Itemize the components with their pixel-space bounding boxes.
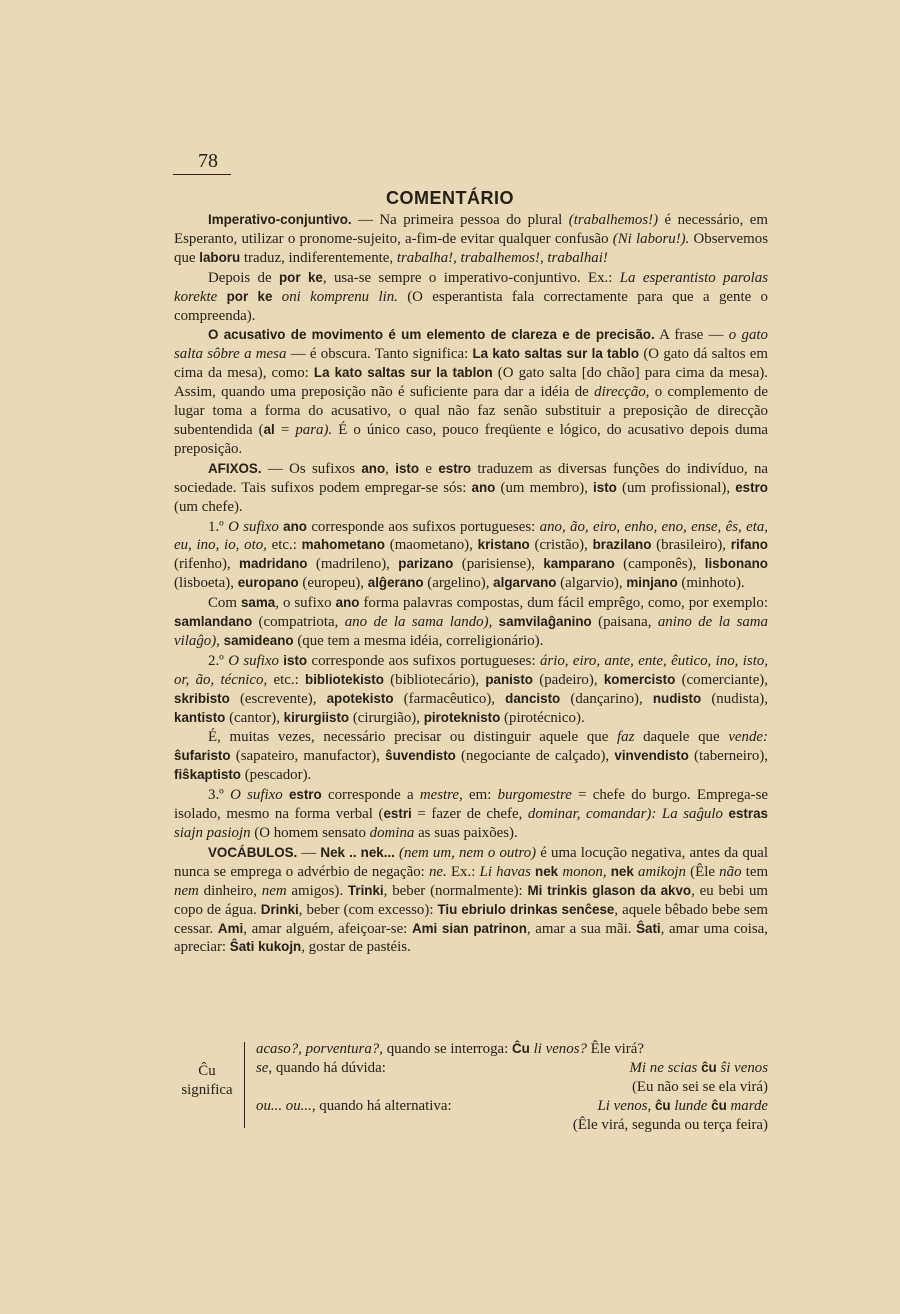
esperanto-word: lisbonano [704, 556, 768, 572]
text: traduzem as diversas funções do indivíduo, na sociedade. Tais sufixos podem empregar-se sós: [174, 460, 769, 496]
esperanto-word: Trinki [347, 882, 384, 898]
text: — é obscura. Tanto significa: [286, 346, 473, 363]
text: , usa-se sempre o imperativo-conjuntivo. Ex.: [322, 269, 620, 286]
esperanto-word: mahometano [301, 537, 385, 553]
esperanto-word: piroteknisto [423, 709, 501, 725]
significa-word: significa [181, 1081, 233, 1098]
esperanto-word: samideano [219, 632, 294, 648]
text: (maometano), [384, 537, 478, 554]
paragraph-imperative [174, 211, 768, 268]
section-heading: COMENTÁRIO [386, 188, 514, 208]
italic: ano, ão, eiro, enho, eno, ense, ês, eta, eu, ino, io, oto, [174, 518, 769, 554]
paragraph-affixes [174, 460, 768, 517]
text: = [274, 421, 296, 438]
text: (brasileiro), [651, 537, 731, 554]
text: quando se interroga: [382, 1041, 512, 1057]
text: Êle virá? [586, 1041, 644, 1057]
esperanto-word: estro [282, 787, 328, 803]
text: corresponde aos sufixos portugueses: [311, 652, 540, 669]
cu-meaning-doubt [256, 1059, 768, 1078]
text: em: [462, 787, 498, 804]
esperanto-word: isto [593, 479, 617, 495]
esperanto-word: Ĉu [512, 1041, 530, 1056]
italic: anino de la sama vilaĝo), [174, 614, 769, 649]
cu-label [174, 1062, 240, 1100]
cu-meaning-alternative [256, 1097, 768, 1116]
italic: nem [261, 882, 287, 899]
esperanto-word: estras [722, 806, 769, 822]
italic: ŝi venos [716, 1060, 768, 1076]
paragraph-suffix-estro [174, 786, 768, 843]
text: (argelino), [423, 575, 494, 592]
esperanto-word: samlandano [174, 614, 253, 630]
esperanto-word: por ke [217, 288, 282, 304]
italic: siajn pasiojn [174, 825, 251, 841]
text: (O gato salta [do chão] para cima da mesa). Assim, quando uma preposição não é suficiente para dar a idéia de [174, 365, 768, 401]
italic: o gato salta sôbre a mesa [174, 327, 768, 363]
esperanto-word: Drinki [260, 901, 299, 917]
esperanto-word: La kato saltas sur la tablo [472, 346, 640, 362]
italic: La esperantisto parolas korekte [174, 269, 768, 305]
esperanto-word: europano [237, 575, 299, 591]
text: (parisiense), [453, 556, 544, 573]
italic: oni komprenu lin. [281, 288, 398, 305]
text: (O esperantista fala correctamente para que a gente o compreenda). [174, 288, 768, 324]
italic: amikojn [638, 863, 686, 880]
italic: vende: [728, 729, 768, 746]
text: , amar alguém, afeiçoar-se: [243, 920, 412, 937]
text: (negociante de calçado), [455, 748, 615, 765]
esperanto-word: rifano [730, 537, 768, 553]
cu-meaning-doubt-translation [256, 1078, 768, 1097]
esperanto-word: ano [471, 479, 496, 495]
text: (cirurgião), [349, 709, 424, 726]
term: Imperativo-conjuntivo. [208, 212, 352, 227]
paragraph-sama [174, 594, 768, 651]
text: — Na primeira pessoa do plural [351, 212, 569, 228]
text: (europeu), [298, 575, 368, 592]
italic: dominar, comandar): La saĝulo [527, 806, 723, 823]
text: (minhoto). [677, 575, 745, 592]
esperanto-word: madridano [239, 556, 308, 572]
italic: (Ni laboru!). [612, 230, 690, 247]
italic: O sufixo [230, 787, 283, 804]
text: É o único caso, pouco freqüente e lógico, do acusativo depois duma preposição. [174, 421, 769, 457]
paragraph-vocabulary [174, 844, 768, 957]
text: (bibliotecário), [383, 671, 486, 688]
text: é necessário, em Esperanto, utilizar o pronome-sujeito, a-fim-de evitar qualquer confusão [174, 212, 768, 247]
paragraph-suffix-isto [174, 652, 768, 728]
esperanto-word: Mi trinkis glason da akvo [527, 882, 692, 898]
text: daquele que [634, 729, 729, 746]
italic: marde [730, 1098, 768, 1114]
cu-word: Ĉu [198, 1063, 216, 1079]
example [630, 1059, 768, 1078]
esperanto-word: ŝuvendisto [385, 748, 456, 764]
text: (que tem a mesma idéia, correligionário). [293, 632, 544, 649]
text: Ex.: [446, 863, 480, 880]
esperanto-word: Nek .. nek... [320, 844, 395, 860]
text: forma palavras compostas, dum fácil emprêgo, como, por exemplo: [359, 595, 768, 612]
text: (paisana, [591, 614, 658, 631]
text: Observemos que [174, 230, 768, 266]
esperanto-word: komercisto [603, 671, 676, 687]
text: 2.º [208, 652, 229, 669]
term: O acusativo de movimento é um elemento de clareza e de precisão. [208, 327, 655, 343]
esperanto-word: ĉu [707, 1098, 731, 1113]
esperanto-word: brazilano [592, 537, 652, 553]
text: é uma locução negativa, antes da qual nunca se emprega o advérbio de negação: [174, 844, 768, 880]
text: (comerciante), [675, 671, 768, 688]
italic: burgomestre [497, 787, 572, 804]
text: (um chefe). [174, 498, 243, 515]
cu-meaning-question [256, 1040, 768, 1059]
esperanto-word: bibliotekisto [305, 671, 384, 687]
italic: para). [295, 421, 333, 438]
text: , beber (com excesso): [298, 901, 438, 918]
esperanto-word: nek [530, 863, 563, 879]
text: , aquele bêbado bebe sem cessar. [174, 901, 768, 937]
text: Com [208, 595, 241, 612]
esperanto-word: fiŝkaptisto [174, 767, 241, 783]
text: (O gato dá saltos em cima da mesa), como: [174, 346, 768, 382]
text: (Êle [686, 863, 720, 880]
italic: O sufixo [228, 652, 279, 669]
esperanto-word: estro [438, 460, 472, 476]
italic: Li havas [479, 863, 531, 880]
esperanto-word: ano [335, 595, 360, 611]
esperanto-word: nudisto [652, 690, 702, 706]
esperanto-word: skribisto [174, 690, 230, 706]
term: AFIXOS. [208, 460, 262, 476]
italic: não [719, 863, 742, 880]
text: (cristão), [529, 537, 593, 554]
text: (compatriota, [252, 614, 345, 631]
esperanto-word: isto [278, 652, 312, 668]
text: o complemento de lugar toma a forma do acusativo, o qual não faz senão substituir a preposição de direcção subentendida ( [174, 384, 768, 438]
text: e [419, 460, 439, 477]
commentary-body [174, 211, 768, 957]
text: (camponês), [614, 556, 705, 573]
text: , beber (normalmente): [383, 882, 528, 899]
esperanto-word: nek [606, 863, 639, 879]
esperanto-word: ĉu [697, 1060, 717, 1075]
brace [244, 1042, 251, 1128]
text: amigos). [286, 882, 348, 899]
esperanto-word: kantisto [174, 709, 226, 725]
term: VOCÁBULOS. [208, 844, 298, 860]
text: (lisboeta), [174, 575, 238, 592]
italic: Li venos, [597, 1098, 652, 1114]
text: = fazer de chefe, [411, 806, 528, 823]
italic: trabalha!, trabalhemos!, trabalhai! [396, 249, 608, 266]
text: etc.: [267, 671, 306, 688]
esperanto-word: La kato saltas sur la tablon [313, 365, 493, 381]
esperanto-word: minjano [626, 575, 678, 591]
italic: O sufixo [228, 518, 279, 535]
text: corresponde a [327, 787, 420, 804]
text: as suas paixões). [414, 825, 518, 841]
esperanto-word: al [263, 421, 275, 437]
esperanto-word: samvilaĝanino [492, 614, 592, 630]
esperanto-word: Ami sian patrinon [411, 920, 527, 936]
italic: acaso?, porventura?, [256, 1041, 383, 1057]
text: (escrevente), [229, 690, 327, 707]
italic: domina [369, 825, 415, 841]
italic: direcção, [594, 384, 650, 401]
esperanto-word: laboru [199, 249, 241, 265]
esperanto-word: kristano [477, 537, 530, 553]
text: 1.º [208, 518, 229, 535]
italic: faz [617, 729, 635, 746]
text: (sapateiro, manufactor), [230, 748, 386, 765]
esperanto-word: Ŝati kukojn [229, 939, 302, 955]
text: (nudista), [701, 690, 768, 707]
page-number-rule [173, 174, 231, 175]
esperanto-word: estri [383, 806, 412, 822]
cu-meanings [256, 1040, 768, 1135]
cu-meaning-table [174, 1040, 768, 1132]
italic: Mi ne scias [629, 1060, 698, 1076]
italic: monon, [562, 863, 607, 880]
paragraph-por-ke [174, 269, 768, 326]
esperanto-word: kamparano [543, 556, 615, 572]
esperanto-word: isto [395, 460, 420, 476]
text: É, muitas vezes, necessário precisar ou distinguir aquele que [208, 729, 618, 746]
italic: ne. [428, 863, 447, 880]
text: (padeiro), [532, 671, 604, 688]
cu-meaning-alternative-translation [256, 1116, 768, 1135]
paragraph-faz-vende [174, 728, 768, 785]
text: (pescador). [240, 767, 312, 784]
italic: (trabalhemos!) [568, 212, 659, 228]
esperanto-word: algarvano [493, 575, 557, 591]
esperanto-word: Tiu ebriulo drinkas senĉese [437, 901, 615, 917]
page-number: 78 [198, 150, 218, 172]
italic: ou... ou..., [256, 1098, 316, 1114]
esperanto-word: ano [361, 460, 386, 476]
text: (madrileno), [307, 556, 399, 573]
paragraph-accusative [174, 326, 768, 458]
text: (um profissional), [616, 479, 736, 496]
italic: lunde [674, 1098, 708, 1114]
esperanto-word: vinvendisto [614, 748, 689, 764]
text: , eu bebi um copo de água. [174, 882, 768, 918]
text: , o sufixo [275, 595, 336, 612]
text: A frase — [654, 327, 729, 344]
esperanto-word: alĝerano [367, 575, 424, 591]
text: (algarvio), [556, 575, 627, 592]
italic: li venos? [529, 1041, 587, 1057]
esperanto-word: apotekisto [326, 690, 394, 706]
esperanto-word: kirurgiisto [283, 709, 350, 725]
text: quando há alternativa: [315, 1098, 452, 1114]
text: corresponde aos sufixos portugueses: [311, 518, 540, 535]
translation: (Eu não sei se ela virá) [631, 1079, 768, 1095]
text: (taberneiro), [688, 748, 769, 765]
esperanto-word: estro [735, 479, 768, 495]
italic: mestre, [419, 787, 463, 804]
text: etc.: [266, 537, 302, 554]
italic: (nem um, nem o outro) [394, 844, 537, 861]
example [597, 1097, 768, 1116]
italic: ário, eiro, ante, ente, êutico, ino, isto, or, ão, técnico, [174, 652, 769, 688]
italic: nem [174, 882, 199, 899]
esperanto-word: ĉu [651, 1098, 675, 1113]
esperanto-word: sama [240, 595, 276, 611]
paragraph-suffix-ano [174, 518, 768, 594]
text: , gostar de pastéis. [301, 939, 411, 956]
esperanto-word: parizano [398, 556, 454, 572]
translation: (Êle virá, segunda ou terça feira) [572, 1117, 768, 1133]
text: Depois de [208, 269, 279, 286]
text: traduz, indiferentemente, [240, 249, 397, 266]
text: dinheiro, [198, 882, 262, 899]
text: (O homem sensato [250, 825, 370, 841]
esperanto-word: Ami [217, 920, 244, 936]
text: (pirotécnico). [500, 709, 585, 726]
esperanto-word: ŝufaristo [174, 748, 231, 764]
text: — [297, 844, 321, 861]
text: — Os sufixos [261, 460, 362, 477]
esperanto-word: panisto [485, 671, 533, 687]
esperanto-word: por ke [279, 269, 323, 285]
text: (dançarino), [560, 690, 653, 707]
text: (farmacêutico), [393, 690, 506, 707]
text: = chefe do burgo. Emprega-se isolado, mesmo na forma verbal ( [174, 787, 769, 823]
text: (um membro), [495, 479, 594, 496]
text: 3.º [208, 787, 231, 804]
text: quando há dúvida: [272, 1060, 386, 1076]
esperanto-word: dancisto [505, 690, 561, 706]
italic: ano de la sama lando), [344, 614, 493, 631]
text: , amar uma coisa, apreciar: [174, 920, 769, 956]
text: , [385, 460, 396, 477]
italic: se, [256, 1060, 273, 1076]
text: tem [741, 863, 769, 880]
text: (cantor), [225, 709, 284, 726]
esperanto-word: Ŝati [636, 920, 661, 936]
text: (rifenho), [174, 556, 240, 573]
esperanto-word: ano [278, 518, 312, 534]
text: , amar a sua mãi. [526, 920, 637, 937]
